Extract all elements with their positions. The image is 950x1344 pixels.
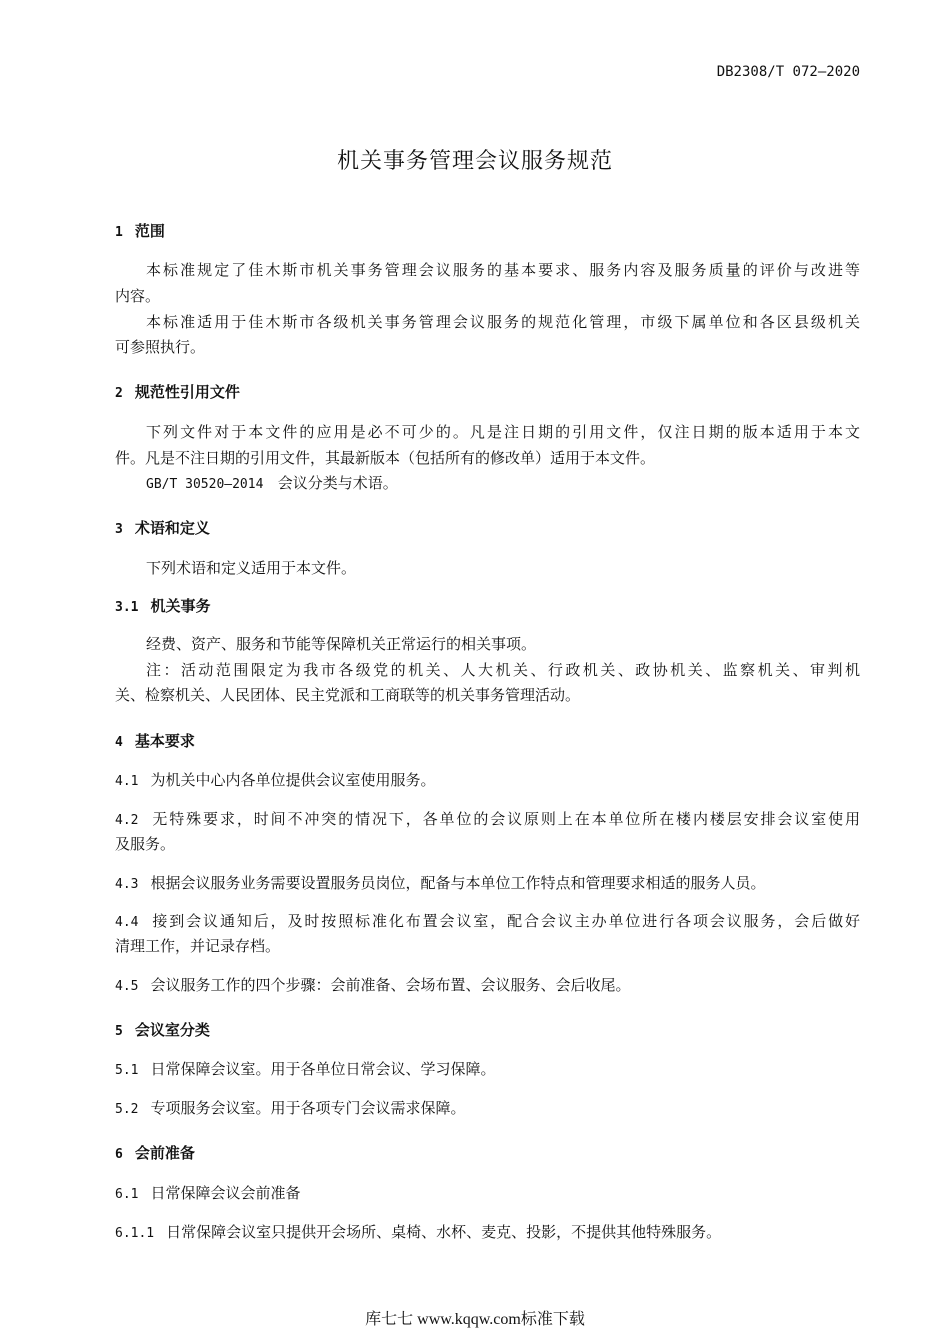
clause-text: 接到会议通知后，及时按照标准化布置会议室，配合会议主办单位进行各项会议服务，会后做好: [150, 912, 860, 930]
clause-number: 4.2: [115, 813, 139, 828]
section-number: 4: [115, 735, 123, 750]
clause-number: 6.1: [115, 1187, 139, 1202]
section-title: 基本要求: [134, 732, 195, 750]
section-2-heading: [115, 381, 240, 403]
paragraph-line: 经费、资产、服务和节能等保障机关正常运行的相关事项。: [146, 635, 537, 653]
clause-text: 日常保障会议室只提供开会场所、桌椅、水杯、麦克、投影，不提供其他特殊服务。: [166, 1223, 722, 1241]
clause-text: 根据会议服务业务需要设置服务员岗位，配备与本单位工作特点和管理要求相适的服务人员。: [150, 874, 766, 892]
normative-reference: [146, 472, 398, 494]
footer-watermark: 库七七 www.kqqw.com标准下载: [365, 1311, 585, 1328]
clause-number: 4.4: [115, 915, 139, 930]
document-title: 机关事务管理会议服务规范: [336, 149, 613, 174]
section-title: 会议室分类: [134, 1021, 210, 1039]
clause-text-line: 清理工作，并记录存档。: [115, 937, 281, 955]
paragraph-line: 本标准适用于佳木斯市各级机关事务管理会议服务的规范化管理，市级下属单位和各区县级机关: [146, 313, 860, 331]
paragraph-line: 本标准规定了佳木斯市机关事务管理会议服务的基本要求、服务内容及服务质量的评价与改进等: [146, 261, 860, 279]
reference-code: GB/T 30520—2014: [146, 477, 264, 492]
clause-text: 日常保障会议室。用于各单位日常会议、学习保障。: [150, 1060, 496, 1078]
clause-4-5: [115, 974, 631, 996]
clause-number: 5.2: [115, 1102, 139, 1117]
paragraph-line: 内容。: [115, 287, 161, 305]
section-1-heading: [115, 220, 165, 242]
section-number: 3: [115, 522, 123, 537]
clause-number: 6.1.1: [115, 1226, 155, 1241]
clause-4-1: [115, 769, 436, 791]
clause-number: 4.3: [115, 877, 139, 892]
clause-number: 4.5: [115, 979, 139, 994]
section-6-heading: [115, 1142, 195, 1164]
section-number: 3.1: [115, 600, 139, 615]
paragraph-line: 下列术语和定义适用于本文件。: [146, 559, 357, 577]
reference-title: 会议分类与术语。: [277, 474, 398, 492]
section-number: 1: [115, 225, 123, 240]
section-title: 范围: [134, 222, 165, 240]
clause-4-2: [115, 808, 860, 830]
section-title: 术语和定义: [134, 519, 210, 537]
paragraph-line: 下列文件对于本文件的应用是必不可少的。凡是注日期的引用文件，仅注日期的版本适用于本文: [146, 423, 860, 441]
paragraph-line: 件。凡是不注日期的引用文件，其最新版本（包括所有的修改单）适用于本文件。: [115, 449, 656, 467]
section-5-heading: [115, 1019, 210, 1041]
clause-text: 无特殊要求，时间不冲突的情况下，各单位的会议原则上在本单位所在楼内楼层安排会议室使用: [150, 810, 860, 828]
clause-text: 会议服务工作的四个步骤：会前准备、会场布置、会议服务、会后收尾。: [150, 976, 631, 994]
section-4-heading: [115, 730, 195, 752]
section-number: 2: [115, 386, 123, 401]
clause-6-1-1: [115, 1221, 721, 1243]
clause-5-2: [115, 1097, 466, 1119]
term-3-1-heading: [115, 595, 211, 617]
clause-6-1: [115, 1182, 301, 1204]
term-title: 机关事务: [150, 597, 211, 615]
section-3-heading: [115, 517, 210, 539]
clause-number: 4.1: [115, 774, 139, 789]
note-line: 注：活动范围限定为我市各级党的机关、人大机关、行政机关、政协机关、监察机关、审判机: [146, 661, 860, 679]
clause-text: 日常保障会议会前准备: [150, 1184, 301, 1202]
section-number: 6: [115, 1147, 123, 1162]
clause-4-4: [115, 910, 860, 932]
note-line: 关、检察机关、人民团体、民主党派和工商联等的机关事务管理活动。: [115, 686, 581, 704]
clause-4-3: [115, 872, 766, 894]
clause-text: 专项服务会议室。用于各项专门会议需求保障。: [150, 1099, 466, 1117]
paragraph-line: 可参照执行。: [115, 338, 206, 356]
section-title: 会前准备: [134, 1144, 195, 1162]
clause-number: 5.1: [115, 1063, 139, 1078]
clause-text-line: 及服务。: [115, 835, 176, 853]
clause-text: 为机关中心内各单位提供会议室使用服务。: [150, 771, 436, 789]
section-number: 5: [115, 1024, 123, 1039]
section-title: 规范性引用文件: [134, 383, 240, 401]
document-number: DB2308/T 072—2020: [716, 64, 860, 80]
clause-5-1: [115, 1058, 496, 1080]
